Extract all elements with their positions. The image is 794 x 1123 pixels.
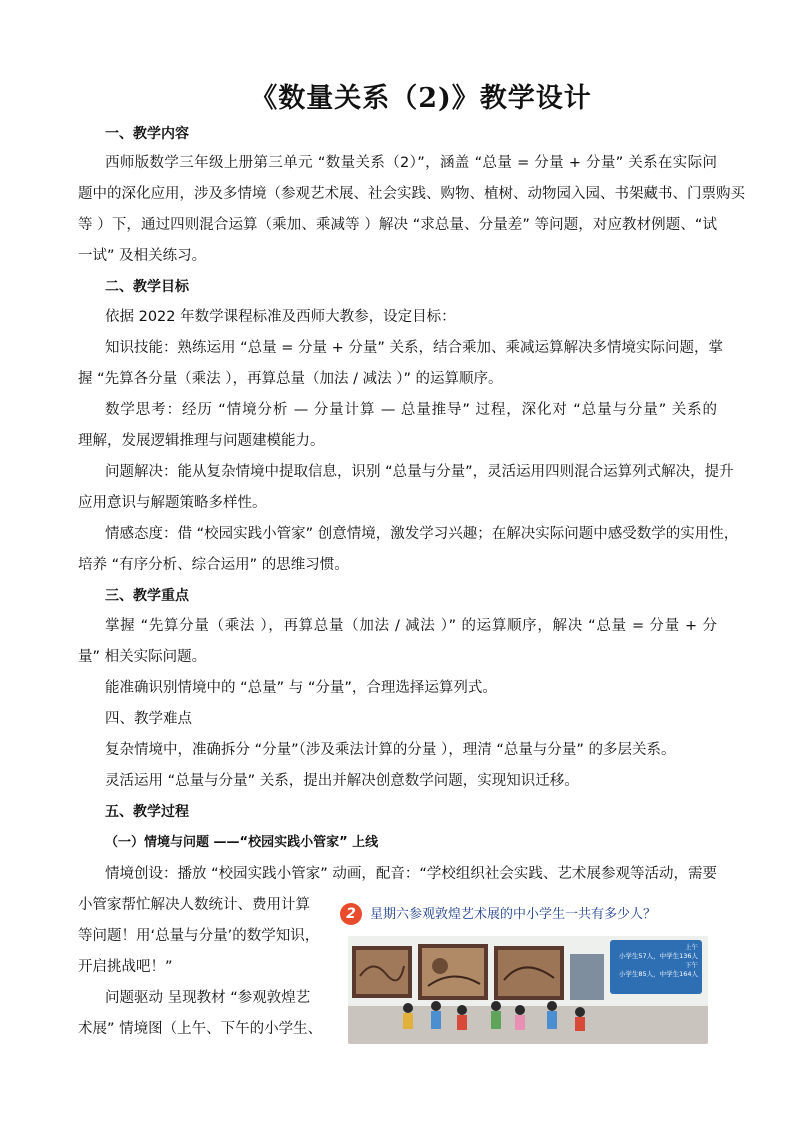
paragraph-line: 复杂情境中，准确拆分 “分量”（涉及乘法计算的分量 ），理清 “总量与分量” 的多层关系。: [105, 742, 676, 758]
paragraph-line: 等问题！用‘总量与分量’的数学知识，: [78, 928, 320, 944]
section-heading-key-points: 三、教学重点: [105, 588, 189, 604]
figure-question-text: 星期六参观敦煌艺术展的中小学生一共有多少人？: [370, 907, 657, 922]
paragraph-line: 量” 相关实际问题。: [78, 649, 207, 665]
exhibition-illustration: [348, 936, 708, 1044]
paragraph-line: 灵活运用 “总量与分量” 关系，提出并解决创意数学问题，实现知识迁移。: [105, 773, 579, 789]
paragraph-line: 等 ）下，通过四则混合运算（乘加、乘减等 ）解决 “求总量、分量差” 等问题，对应教材例题、“试: [78, 217, 717, 233]
section-heading-content: 一、教学内容: [105, 126, 189, 142]
paragraph-line: 掌握 “先算分量（乘法 ），再算总量（加法 / 减法 ）” 的运算顺序，解决 “总量 = 分量 + 分: [105, 618, 717, 634]
paragraph-line: 能准确识别情境中的 “总量” 与 “分量”，合理选择运算列式。: [105, 680, 497, 696]
paragraph-line: 数学思考：经历 “情境分析 — 分量计算 — 总量推导” 过程，深化对 “总量与分量” 关系的: [105, 402, 717, 418]
section-heading-goals: 二、教学目标: [105, 279, 189, 295]
section-heading-process: 五、教学过程: [105, 804, 189, 820]
paragraph-line: 应用意识与解题策略多样性。: [78, 495, 267, 511]
paragraph-line: 一试” 及相关练习。: [78, 248, 207, 264]
paragraph-line: 小管家帮忙解决人数统计、费用计算: [78, 897, 310, 913]
example-number-badge: 2: [340, 903, 362, 925]
exhibition-info-sign: [610, 940, 702, 994]
paragraph-line: 知识技能：熟练运用 “总量 = 分量 + 分量” 关系，结合乘加、乘减运算解决多情境实际问题，掌: [105, 340, 723, 356]
paragraph-line: 开启挑战吧！”: [78, 959, 173, 975]
paragraph-line: 培养 “有序分析、综合运用” 的思维习惯。: [78, 557, 349, 573]
paragraph-line: 理解，发展逻辑推理与问题建模能力。: [78, 433, 325, 449]
paragraph-line: 术展” 情境图（上午、下午的小学生、: [78, 1021, 323, 1037]
document-title: 《数量关系（2)》教学设计: [250, 83, 592, 114]
paragraph-line: 情境创设：播放 “校园实践小管家” 动画，配音：“学校组织社会实践、艺术展参观等活动，需要: [105, 866, 717, 882]
paragraph-line: 问题驱动 呈现教材 “参观敦煌艺: [105, 990, 311, 1006]
sign-afternoon-label: 下午: [685, 961, 698, 969]
sign-morning-counts: 小学生57人，中学生136人: [618, 952, 698, 960]
subsection-heading: （一）情境与问题 ——“校园实践小管家” 上线: [105, 835, 379, 850]
paragraph-line: 握 “先算各分量（乘法 ），再算总量（加法 / 减法 ）” 的运算顺序。: [78, 371, 503, 387]
paragraph-line: 依据 2022 年数学课程标准及西师大教参，设定目标：: [105, 309, 456, 325]
figure-question: [338, 902, 710, 928]
paragraph-line: 情感态度：借 “校园实践小管家” 创意情境，激发学习兴趣；在解决实际问题中感受数学的实用性，: [105, 526, 739, 542]
paragraph-line: 问题解决：能从复杂情境中提取信息，识别 “总量与分量”，灵活运用四则混合运算列式解决，提升: [105, 464, 734, 480]
section-heading-difficulties: 四、教学难点: [105, 711, 192, 727]
paragraph-line: 西师版数学三年级上册第三单元 “数量关系（2）”，涵盖 “总量 = 分量 + 分量” 关系在实际问: [105, 155, 717, 171]
textbook-figure: [338, 902, 710, 1044]
sign-morning-label: 上午: [685, 943, 698, 951]
paragraph-line: 题中的深化应用，涉及多情境（参观艺术展、社会实践、购物、植树、动物园入园、书架藏书、门票购买: [78, 186, 745, 202]
sign-afternoon-counts: 小学生85人，中学生164人: [618, 970, 698, 978]
